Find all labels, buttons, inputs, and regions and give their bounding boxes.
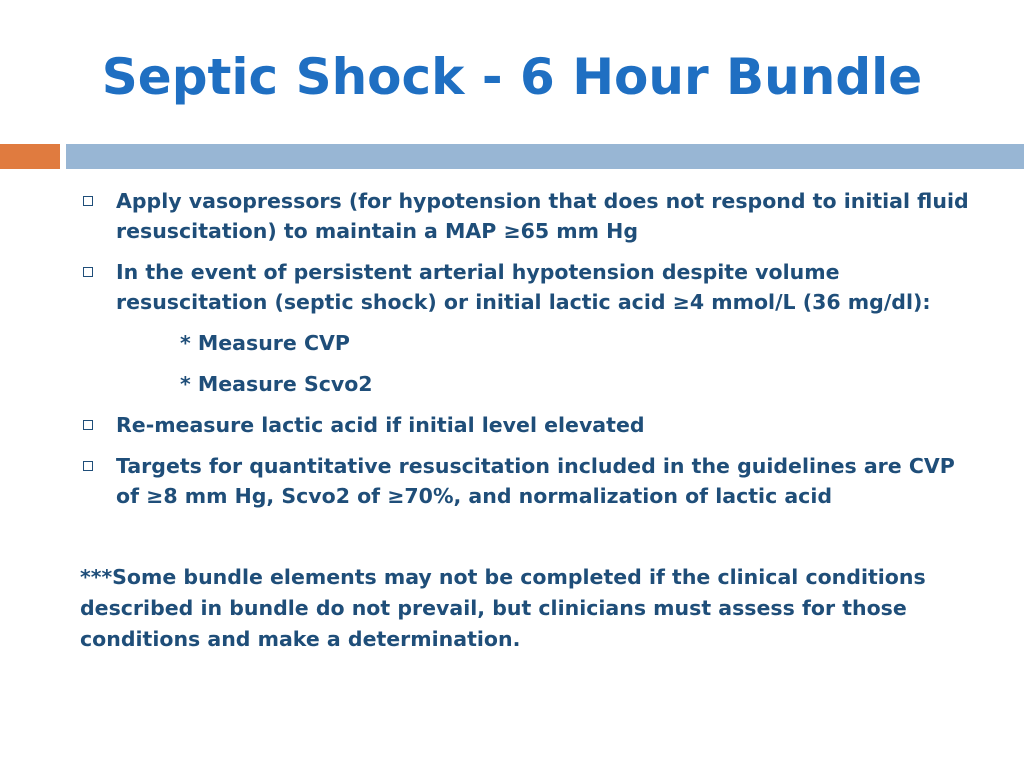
bullet-list — [80, 186, 980, 522]
accent-bar-blue — [66, 144, 1024, 169]
bullet-item — [80, 186, 980, 246]
bullet-item — [80, 410, 980, 440]
square-bullet-icon — [83, 420, 93, 430]
sub-item: * Measure CVP — [180, 331, 350, 355]
accent-bar-orange — [0, 144, 60, 169]
footnote: ***Some bundle elements may not be completed if the clinical conditions described in bundle do not prevail, but clinicians must assess for those conditions and make a determination. — [80, 565, 926, 651]
bullet-text: Targets for quantitative resuscitation included in the guidelines are CVP of ≥8 mm Hg, Scvo2 of ≥70%, and normalization of lactic acid — [116, 454, 955, 508]
bullet-item — [80, 257, 980, 317]
square-bullet-icon — [83, 461, 93, 471]
slide-title: Septic Shock - 6 Hour Bundle — [101, 48, 923, 106]
bullet-item — [80, 451, 980, 511]
square-bullet-icon — [83, 267, 93, 277]
square-bullet-icon — [83, 196, 93, 206]
bullet-text: Apply vasopressors (for hypotension that does not respond to initial fluid resuscitation) to maintain a MAP ≥65 mm Hg — [116, 189, 969, 243]
bullet-text: Re-measure lactic acid if initial level elevated — [116, 413, 645, 437]
sub-item: * Measure Scvo2 — [180, 372, 373, 396]
bullet-text: In the event of persistent arterial hypotension despite volume resuscitation (septic shock) or initial lactic acid ≥4 mmol/L (36 mg/dl): — [116, 260, 931, 314]
